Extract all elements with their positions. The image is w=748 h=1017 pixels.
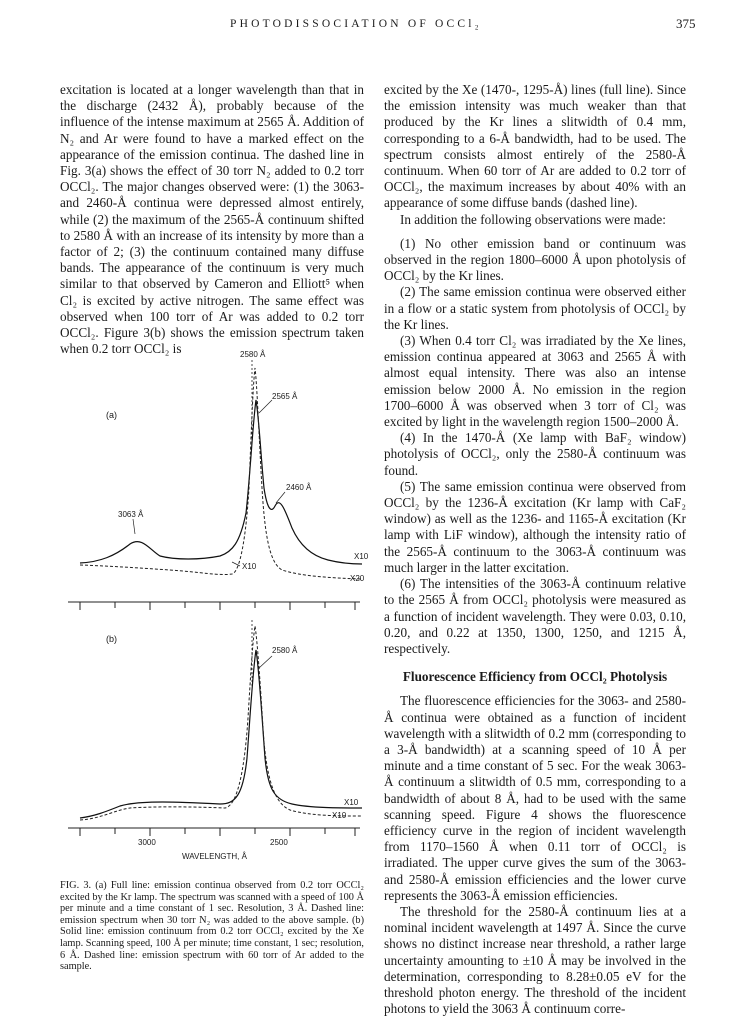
spectrum-b-dashed xyxy=(80,626,362,820)
spectrum-a-full xyxy=(80,400,362,564)
scale-label-x10-right: X10 xyxy=(354,552,369,561)
scale-label-x10-lower: X10 xyxy=(332,811,347,820)
leader-2580-b xyxy=(259,656,272,668)
panel-b-label: (b) xyxy=(106,634,117,644)
right-paragraph-9: The fluorescence efficiencies for the 3063- and 2580-Å continua were obtained as a function of incident wavelength with a slitwidth of 0.2 mm (corresponding to a 3-Å bandwidth) at a scanning speed of 10 Å per minute and a time constant of 5 sec. For the weak 3063-Å continuum a slitwidth of 0.5 mm, corresponding to a bandwidth of about 8 Å, had to be used with the same scanning speed. Figure 4 shows the fluorescence efficiency curve in the region of incident wavelength from 1170–1560 Å when 0.11 torr of OCCl₂ is irradiated. The upper curve gives the sum of the 3063- and 2580-Å emission efficiencies and the lower curve represents the 3063-Å emission efficiencies. xyxy=(384,693,686,903)
peak-label-3063: 3063 Å xyxy=(118,510,144,519)
spectrum-b-full xyxy=(80,650,362,818)
leader-3063 xyxy=(133,519,135,534)
x-axis-title: WAVELENGTH, Å xyxy=(182,852,247,861)
x-ticks-b xyxy=(80,828,355,836)
figure-3 xyxy=(60,338,370,868)
tick-label-3000: 3000 xyxy=(138,838,156,847)
right-paragraph-1: excited by the Xe (1470-, 1295-Å) lines (full line). Since the emission intensity was much weaker than that produced by the Kr lines a slitwidth of 0.4 mm, corresponding to a 6-Å bandwidth, had to be used. The spectrum consists almost entirely of the 2580-Å continuum. When 60 torr of Ar are added to 0.2 torr of OCCl₂, the maximum increases by about 40% with an appearance of some diffuse bands (dashed line). xyxy=(384,82,686,211)
leader-2565 xyxy=(259,400,272,413)
x-ticks-a xyxy=(80,602,355,610)
left-paragraph: excitation is located at a longer wavelength than that in the discharge (2432 Å), probably because of the influence of the intense maximum at 2565 Å. Addition of N₂ and Ar were found to have a marked effect on the appearance of the emission continua. The dashed line in Fig. 3(a) shows the effect of 30 torr N₂ added to 0.2 torr OCCl₂. The major changes observed were: (1) the 3063- and 2460-Å continua were depressed almost entirely, while (2) the maximum of the 2565-Å continuum shifted to 2580 Å with an increase of its intensity by more than a factor of 2; (3) the continuum contained many diffuse bands. The appearance of the continuum is very much similar to that observed by Cameron and Elliott⁵ when Cl₂ is excited by active nitrogen. The same effect was observed when 100 torr of Ar was added to 0.2 torr OCCl₂. Figure 3(b) shows the emission spectrum taken when 0.2 torr OCCl₂ is xyxy=(60,82,364,357)
peak-label-2460: 2460 Å xyxy=(286,483,312,492)
scale-label-x10-left: X10 xyxy=(242,562,257,571)
page-number: 375 xyxy=(676,16,696,31)
leader-2460 xyxy=(276,492,285,503)
figure-caption: FIG. 3. (a) Full line: emission continua observed from 0.2 torr OCCl₂ excited by the Kr lamp. The spectrum was scanned with a speed of 100 Å per minute and a time constant of 1 sec. Resolution, 3 Å. Dashed line: emission spectrum when 30 torr N₂ was added to the above sample. (b) Solid line: emission continuum from 0.2 torr OCCl₂ excited by the Xe lamp. Scanning speed, 100 Å per minute; time constant, 1 sec; resolution, 6 Å. Dashed line: emission spectrum with 60 torr of Ar added to the sample. xyxy=(60,880,364,973)
right-paragraph-10: The threshold for the 2580-Å continuum lies at a nominal incident wavelength at 1497 Å. Since the curve shows no distinct increase near threshold, a rather large uncertainty amounting to ±10 Å may be involved in the determination, corresponding to 8.28±0.05 eV for the threshold photon energy. The threshold of the incident photons to yield the 3063 Å continuum corre- xyxy=(384,903,686,1017)
running-header: PHOTODISSOCIATION OF OCCl₂ xyxy=(230,18,482,30)
right-paragraph-5: (3) When 0.4 torr Cl₂ was irradiated by the Xe lines, emission continua appeared at 3063 and 2565 Å with almost equal intensity. There was also an intense emission below 2000 Å. No emission in the region 1700–6000 Å was observed when 3 torr of Cl₂ was excited by light in the wavelength region 1500–2000 Å. xyxy=(384,333,686,430)
right-paragraph-8: (6) The intensities of the 3063-Å continuum relative to the 2565 Å from OCCl₂ photolysis were measured as a function of incident wavelength. They were 0.03, 0.10, 0.20, and 0.22 at 1350, 1300, 1250, and 1215 Å, respectively. xyxy=(384,576,686,656)
right-paragraph-7: (5) The same emission continua were observed from OCCl₂ by the 1236-Å excitation (Kr lamp with CaF₂ window) as well as the 1236- and 1165-Å excitation (Kr lamp with LiF window), although the intensity ratio of the 2565-Å continuum to the 3063-Å continuum was much larger in the latter excitation. xyxy=(384,478,686,575)
peak-label-2580-b: 2580 Å xyxy=(272,646,298,655)
spectrum-a-dashed xyxy=(80,368,362,579)
peak-label-2580-a: 2580 Å xyxy=(240,350,266,359)
right-paragraph-4: (2) The same emission continua were observed either in a flow or a static system from photolysis of OCCl₂ by the Kr lines. xyxy=(384,284,686,332)
right-column xyxy=(384,82,686,1017)
section-heading: Fluorescence Efficiency from OCCl₂ Photolysis xyxy=(402,669,668,685)
right-paragraph-2: In addition the following observations were made: xyxy=(400,211,666,227)
peak-label-2565: 2565 Å xyxy=(272,392,298,401)
right-paragraph-6: (4) In the 1470-Å (Xe lamp with BaF₂ window) photolysis of OCCl₂, only the 2580-Å continuum was found. xyxy=(384,430,686,478)
tick-label-2500: 2500 xyxy=(270,838,288,847)
scale-label-x10-upper: X10 xyxy=(344,798,359,807)
panel-a-label: (a) xyxy=(106,410,117,420)
left-column xyxy=(60,82,364,357)
scale-label-x20: X20 xyxy=(350,574,365,583)
right-paragraph-3: (1) No other emission band or continuum was observed in the region 1800–6000 Å upon photolysis of OCCl₂ by the Kr lines. xyxy=(384,235,686,284)
